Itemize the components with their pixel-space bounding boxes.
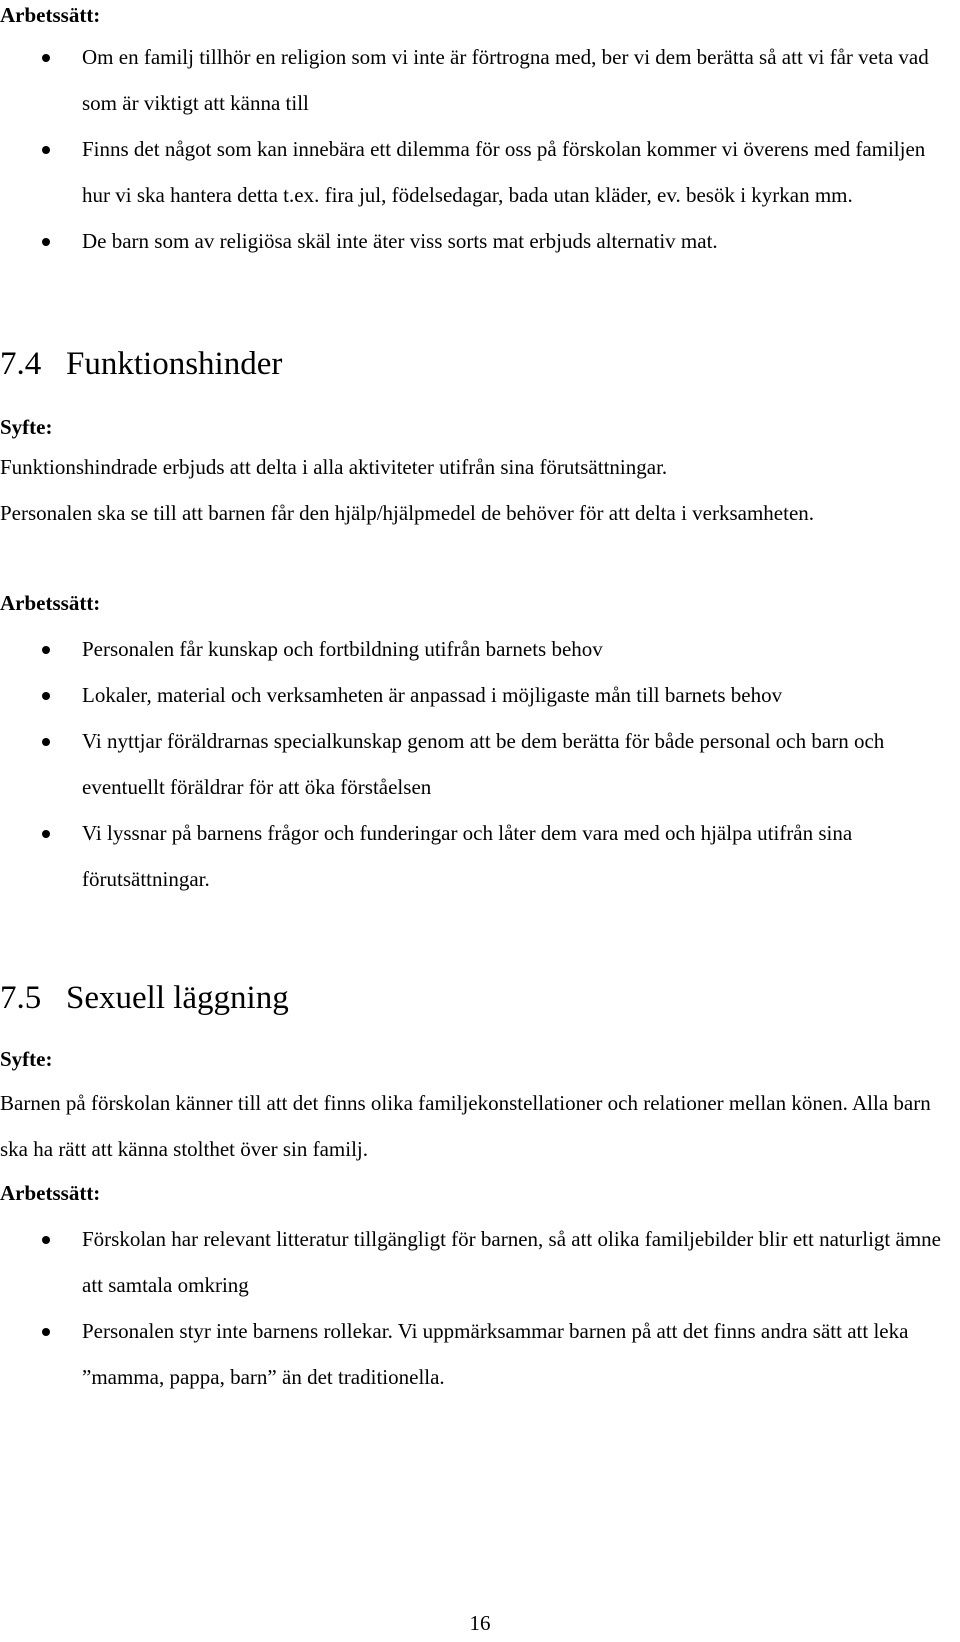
- section-number: 7.5: [0, 980, 42, 1016]
- list-item-text: Lokaler, material och verksamheten är anpassad i möjligaste mån till barnets behov: [82, 683, 783, 707]
- purpose-label-7-5: Syfte:: [0, 1047, 53, 1071]
- method-label-top: Arbetssätt:: [0, 3, 101, 27]
- list-item-text: Personalen styr inte barnens rollekar. Vi uppmärksammar barnen på att det finns andra sätt att leka ”mamma, pappa, barn” än det traditionella.: [82, 1319, 909, 1389]
- list-item: [0, 718, 952, 810]
- page-number: 16: [469, 1611, 491, 1635]
- bullet-dot-icon: [42, 1328, 50, 1336]
- purpose-line: Funktionshindrade erbjuds att delta i alla aktiviteter utifrån sina förutsättningar.: [0, 455, 668, 479]
- section-number: 7.4: [0, 346, 42, 382]
- bullet-dot-icon: [42, 54, 50, 62]
- section-title: Funktionshinder: [66, 346, 283, 382]
- bullet-list-7-5: [0, 1216, 960, 1400]
- list-item-text: Förskolan har relevant litteratur tillgängligt för barnen, så att olika familjebilder blir ett naturligt ämne att samtala omkring: [82, 1227, 941, 1297]
- bullet-dot-icon: [42, 238, 50, 246]
- bullet-dot-icon: [42, 830, 50, 838]
- list-item-text: Vi lyssnar på barnens frågor och funderingar och låter dem vara med och hjälpa utifrån sina förutsättningar.: [82, 821, 853, 891]
- method-label-7-4: Arbetssätt:: [0, 591, 101, 615]
- list-item: [0, 34, 952, 126]
- bullet-list-top: [0, 34, 960, 264]
- list-item: [0, 126, 952, 218]
- list-item-text: Personalen får kunskap och fortbildning utifrån barnets behov: [82, 637, 603, 661]
- bullet-list-7-4: [0, 626, 960, 902]
- list-item-text: Om en familj tillhör en religion som vi inte är förtrogna med, ber vi dem berätta så att vi får veta vad som är viktigt att känna till: [82, 45, 929, 115]
- list-item: [0, 1308, 952, 1400]
- purpose-text-7-5: Barnen på förskolan känner till att det finns olika familjekonstellationer och relationer mellan könen. Alla barn ska ha rätt att känna stolthet över sin familj.: [0, 1091, 931, 1161]
- list-item-text: Finns det något som kan innebära ett dilemma för oss på förskolan kommer vi överens med familjen hur vi ska hantera detta t.ex. fira jul, födelsedagar, bada utan kläder, ev. besök i kyrkan mm.: [82, 137, 926, 207]
- purpose-text-7-4: [0, 444, 945, 536]
- section-heading-7-5: [0, 976, 289, 1020]
- list-item-text: De barn som av religiösa skäl inte äter viss sorts mat erbjuds alternativ mat.: [82, 229, 718, 253]
- bullet-dot-icon: [42, 692, 50, 700]
- section-title: Sexuell läggning: [66, 980, 289, 1016]
- bullet-dot-icon: [42, 646, 50, 654]
- bullet-dot-icon: [42, 146, 50, 154]
- section-heading-7-4: [0, 342, 282, 386]
- list-item: [0, 810, 952, 902]
- purpose-label-7-4: Syfte:: [0, 415, 53, 439]
- list-item: [0, 1216, 952, 1308]
- list-item: [0, 218, 952, 264]
- list-item: [0, 626, 952, 672]
- method-label-7-5: Arbetssätt:: [0, 1181, 101, 1205]
- bullet-dot-icon: [42, 738, 50, 746]
- list-item: [0, 672, 952, 718]
- purpose-line: Personalen ska se till att barnen får den hjälp/hjälpmedel de behöver för att delta i verksamheten.: [0, 501, 815, 525]
- bullet-dot-icon: [42, 1236, 50, 1244]
- list-item-text: Vi nyttjar föräldrarnas specialkunskap genom att be dem berätta för både personal och barn och eventuellt föräldrar för att öka förståelsen: [82, 729, 885, 799]
